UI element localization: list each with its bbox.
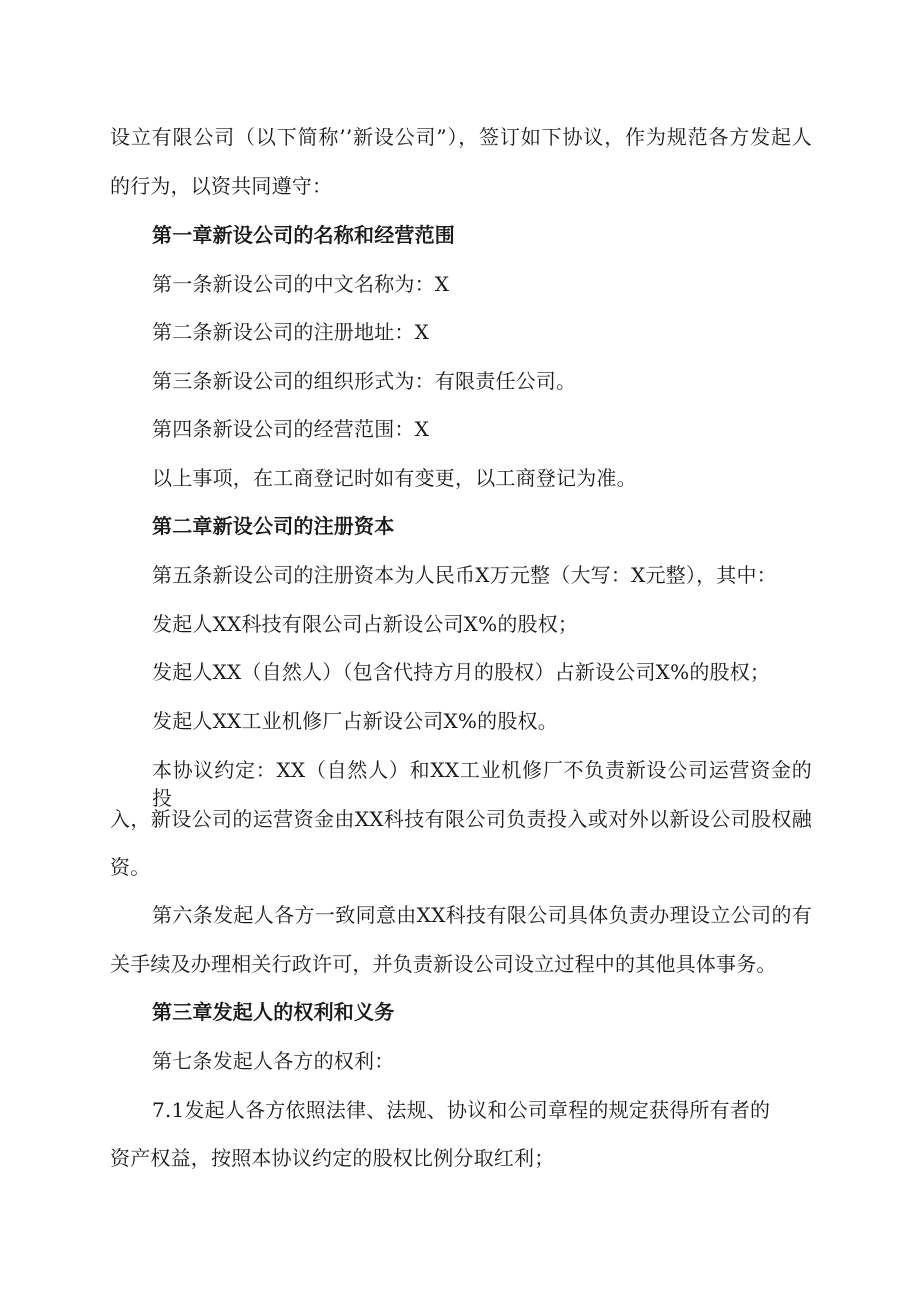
chapter-1-title: 第一章新设公司的名称和经营范围 [152, 223, 455, 247]
shareholder-3: 发起人XX工业机修厂占新设公司X%的股权。 [152, 709, 558, 733]
agreement-line-1: 本协议约定：XX（自然人）和XX工业机修厂不负责新设公司运营资金的投 [152, 758, 812, 810]
registration-note: 以上事项，在工商登记时如有变更，以工商登记为准。 [152, 466, 637, 490]
shareholder-2: 发起人XX（自然人）（包含代持方月的股权）占新设公司X%的股权； [152, 660, 771, 684]
article-6-line-1: 第六条发起人各方一致同意由XX科技有限公司具体负责办理设立公司的有 [152, 903, 812, 927]
article-3: 第三条新设公司的组织形式为：有限责任公司。 [152, 369, 577, 393]
article-5: 第五条新设公司的注册资本为人民币X万元整（大写：X元整），其中： [152, 563, 777, 587]
article-4: 第四条新设公司的经营范围：X [152, 417, 430, 441]
chapter-3-title: 第三章发起人的权利和义务 [152, 1000, 395, 1024]
article-7: 第七条发起人各方的权利： [152, 1049, 395, 1073]
chapter-2-title: 第二章新设公司的注册资本 [152, 514, 395, 538]
clause-7-1-line-2: 资产权益，按照本协议约定的股权比例分取红利； [110, 1146, 555, 1170]
intro-line-1: 设立有限公司（以下简称’’新设公司”），签订如下协议，作为规范各方发起人 [110, 125, 812, 149]
shareholder-1: 发起人XX科技有限公司占新设公司X%的股权； [152, 612, 579, 636]
clause-7-1-line-1: 7.1发起人各方依照法律、法规、协议和公司章程的规定获得所有者的 [152, 1098, 771, 1122]
article-2: 第二条新设公司的注册地址：X [152, 320, 430, 344]
intro-line-2: 的行为，以资共同遵守： [110, 174, 333, 198]
article-6-line-2: 关手续及办理相关行政许可，并负责新设公司设立过程中的其他具体事务。 [110, 952, 777, 976]
agreement-line-2: 入，新设公司的运营资金由XX科技有限公司负责投入或对外以新设公司股权融 [110, 807, 812, 831]
article-1: 第一条新设公司的中文名称为：X [152, 272, 450, 296]
agreement-line-3: 资。 [110, 855, 151, 879]
